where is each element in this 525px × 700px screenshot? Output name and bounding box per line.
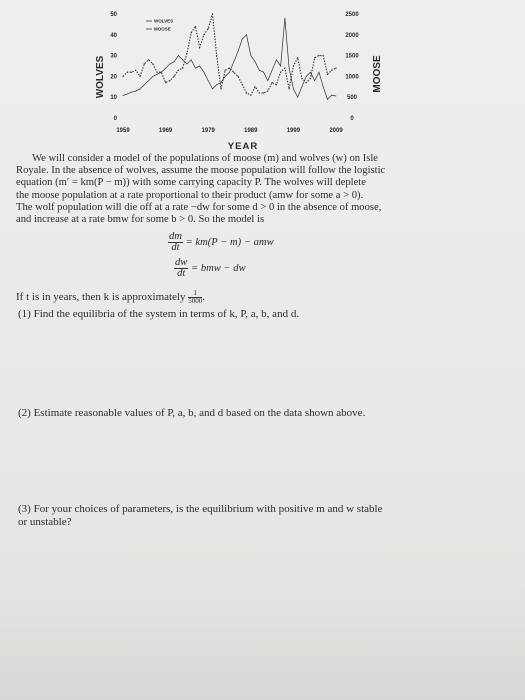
point-wolves bbox=[259, 92, 260, 93]
x-tick-label: 1989 bbox=[244, 128, 258, 134]
point-wolves bbox=[331, 70, 332, 71]
right-tick-label: 2000 bbox=[345, 32, 359, 39]
equation-wolves-rhs: = bmw − dw bbox=[191, 262, 246, 274]
point-wolves bbox=[212, 13, 213, 14]
left-tick-label: 20 bbox=[110, 74, 117, 81]
problem-statement bbox=[16, 153, 496, 226]
point-wolves bbox=[310, 78, 311, 79]
k-denominator: 5000 bbox=[188, 297, 203, 305]
point-wolves bbox=[169, 80, 170, 81]
point-wolves bbox=[157, 72, 158, 73]
right-tick-label: 0 bbox=[350, 116, 354, 122]
point-moose bbox=[199, 66, 200, 67]
question-3 bbox=[18, 503, 488, 529]
point-moose bbox=[148, 80, 149, 81]
point-wolves bbox=[284, 68, 285, 69]
point-moose bbox=[178, 55, 179, 56]
point-moose bbox=[157, 74, 158, 75]
point-wolves bbox=[165, 82, 166, 83]
point-moose bbox=[225, 76, 226, 77]
point-wolves bbox=[272, 82, 273, 83]
point-wolves bbox=[186, 53, 187, 54]
statement-line-5: The wolf population will die off at a rate −dw for some d > 0 in the absence of moose, bbox=[16, 201, 382, 213]
dt-denominator: dt bbox=[177, 268, 186, 279]
point-moose bbox=[229, 72, 230, 73]
left-axis-ticks bbox=[110, 12, 117, 122]
point-wolves bbox=[263, 92, 264, 93]
point-wolves bbox=[135, 70, 136, 71]
right-tick-label: 2500 bbox=[345, 12, 359, 18]
point-moose bbox=[123, 95, 124, 96]
k-numerator: 1 bbox=[188, 290, 202, 298]
point-wolves bbox=[220, 88, 221, 89]
point-moose bbox=[170, 64, 171, 65]
point-moose bbox=[187, 64, 188, 65]
point-wolves bbox=[152, 63, 153, 64]
point-wolves bbox=[246, 92, 247, 93]
point-wolves bbox=[139, 76, 140, 77]
point-wolves bbox=[306, 82, 307, 83]
point-moose bbox=[127, 94, 128, 95]
left-tick-label: 40 bbox=[110, 32, 117, 39]
k-approximation bbox=[16, 290, 486, 305]
point-wolves bbox=[131, 72, 132, 73]
x-axis-label-year: YEAR bbox=[227, 141, 259, 152]
point-moose bbox=[174, 61, 175, 62]
point-wolves bbox=[318, 55, 319, 56]
x-tick-label: 1999 bbox=[286, 128, 301, 134]
y-axis-label-moose: MOOSE bbox=[372, 55, 383, 93]
point-moose bbox=[242, 39, 243, 40]
point-wolves bbox=[208, 28, 209, 29]
point-moose bbox=[165, 68, 166, 69]
point-wolves bbox=[335, 68, 336, 69]
point-moose bbox=[233, 61, 234, 62]
point-moose bbox=[259, 70, 260, 71]
point-moose bbox=[152, 76, 153, 77]
point-wolves bbox=[289, 88, 290, 89]
point-wolves bbox=[195, 26, 196, 27]
point-wolves bbox=[178, 70, 179, 71]
k-fraction bbox=[188, 290, 202, 305]
population-chart bbox=[0, 0, 525, 160]
point-wolves bbox=[233, 72, 234, 73]
question-1: (1) Find the equilibria of the system in terms of k, P, a, b, and d. bbox=[18, 308, 300, 320]
point-wolves bbox=[297, 57, 298, 58]
x-tick-label: 1959 bbox=[116, 128, 130, 134]
point-moose bbox=[276, 59, 277, 60]
point-wolves bbox=[242, 84, 243, 85]
point-moose bbox=[327, 99, 328, 100]
point-moose bbox=[302, 86, 303, 87]
statement-line-2: Royale. In the absence of wolves, assume the moose population will follow the logistic bbox=[16, 165, 386, 177]
left-tick-label: 50 bbox=[110, 12, 117, 18]
point-moose bbox=[306, 76, 307, 77]
point-wolves bbox=[199, 47, 200, 48]
question-3-line-1: (3) For your choices of parameters, is the equilibrium with positive m and w stable bbox=[18, 503, 383, 515]
point-moose bbox=[272, 70, 273, 71]
point-moose bbox=[319, 72, 320, 73]
point-wolves bbox=[327, 74, 328, 75]
point-moose bbox=[208, 80, 209, 81]
statement-line-6: and increase at a rate bmw for some b > 0. So the model is bbox=[16, 214, 265, 226]
point-moose bbox=[221, 82, 222, 83]
question-2: (2) Estimate reasonable values of P, a, b, and d based on the data shown above. bbox=[18, 407, 366, 419]
dt-denominator: dt bbox=[171, 242, 180, 253]
point-moose bbox=[255, 61, 256, 62]
point-wolves bbox=[174, 76, 175, 77]
point-wolves bbox=[314, 57, 315, 58]
point-wolves bbox=[144, 63, 145, 64]
point-moose bbox=[293, 89, 294, 90]
equation-moose-rhs: = km(P − m) − amw bbox=[185, 236, 274, 248]
dm-numerator: dm bbox=[169, 231, 182, 242]
dw-numerator: dw bbox=[175, 257, 188, 268]
point-moose bbox=[216, 84, 217, 85]
equation-moose bbox=[168, 232, 274, 253]
y-axis-label-wolves: WOLVES bbox=[95, 55, 106, 99]
point-moose bbox=[195, 68, 196, 69]
point-moose bbox=[191, 59, 192, 60]
point-wolves bbox=[323, 55, 324, 56]
right-tick-label: 1500 bbox=[345, 53, 359, 60]
point-wolves bbox=[225, 70, 226, 71]
point-wolves bbox=[203, 34, 204, 35]
point-wolves bbox=[216, 55, 217, 56]
statement-line-1: We will consider a model of the populations of moose (m) and wolves (w) on Isle bbox=[32, 153, 379, 164]
point-wolves bbox=[267, 90, 268, 91]
point-moose bbox=[144, 84, 145, 85]
point-wolves bbox=[280, 72, 281, 73]
point-moose bbox=[182, 59, 183, 60]
point-wolves bbox=[122, 76, 123, 77]
x-axis-ticks bbox=[116, 128, 343, 134]
point-moose bbox=[204, 72, 205, 73]
x-tick-label: 1969 bbox=[158, 128, 173, 134]
point-moose bbox=[238, 51, 239, 52]
point-moose bbox=[280, 66, 281, 67]
right-axis-ticks bbox=[345, 12, 359, 122]
legend-label-moose: MOOSE bbox=[154, 26, 171, 32]
point-wolves bbox=[182, 68, 183, 69]
point-moose bbox=[250, 55, 251, 56]
point-moose bbox=[131, 92, 132, 93]
k-period: . bbox=[202, 291, 206, 304]
point-moose bbox=[323, 86, 324, 87]
x-tick-label: 2009 bbox=[329, 128, 343, 134]
point-moose bbox=[289, 68, 290, 69]
derivative-dm-dt bbox=[168, 232, 183, 253]
point-moose bbox=[336, 96, 337, 97]
point-moose bbox=[297, 97, 298, 98]
point-moose bbox=[285, 18, 286, 19]
legend-label-wolves: WOLVES bbox=[154, 18, 174, 24]
point-moose bbox=[310, 72, 311, 73]
left-tick-label: 30 bbox=[110, 53, 117, 60]
point-wolves bbox=[127, 72, 128, 73]
question-3-line-2: or unstable? bbox=[18, 516, 72, 528]
point-wolves bbox=[293, 65, 294, 66]
left-tick-label: 0 bbox=[113, 116, 117, 122]
point-moose bbox=[161, 72, 162, 73]
page-shadow bbox=[0, 580, 525, 700]
point-moose bbox=[331, 95, 332, 96]
point-moose bbox=[135, 91, 136, 92]
point-moose bbox=[263, 72, 264, 73]
right-tick-label: 500 bbox=[346, 95, 358, 102]
equation-wolves bbox=[174, 258, 246, 279]
point-wolves bbox=[255, 86, 256, 87]
point-moose bbox=[267, 80, 268, 81]
x-tick-label: 1979 bbox=[201, 128, 215, 134]
point-moose bbox=[246, 34, 247, 35]
point-wolves bbox=[237, 76, 238, 77]
point-wolves bbox=[229, 68, 230, 69]
point-wolves bbox=[301, 78, 302, 79]
chart-legend bbox=[146, 19, 173, 32]
point-wolves bbox=[276, 84, 277, 85]
derivative-dw-dt bbox=[174, 258, 188, 279]
statement-line-4: the moose population at a rate proportional to their product (amw for some a > 0). bbox=[16, 189, 364, 201]
point-moose bbox=[140, 89, 141, 90]
point-moose bbox=[314, 80, 315, 81]
k-text: If t is in years, then k is approximately bbox=[16, 291, 186, 304]
left-tick-label: 10 bbox=[110, 95, 117, 102]
point-wolves bbox=[191, 32, 192, 33]
point-moose bbox=[212, 89, 213, 90]
statement-line-3: equation (m′ = km(P − m)) with some carrying capacity P. The wolves will deplete bbox=[16, 177, 366, 189]
point-wolves bbox=[148, 59, 149, 60]
right-tick-label: 1000 bbox=[345, 74, 359, 81]
point-wolves bbox=[250, 95, 251, 96]
